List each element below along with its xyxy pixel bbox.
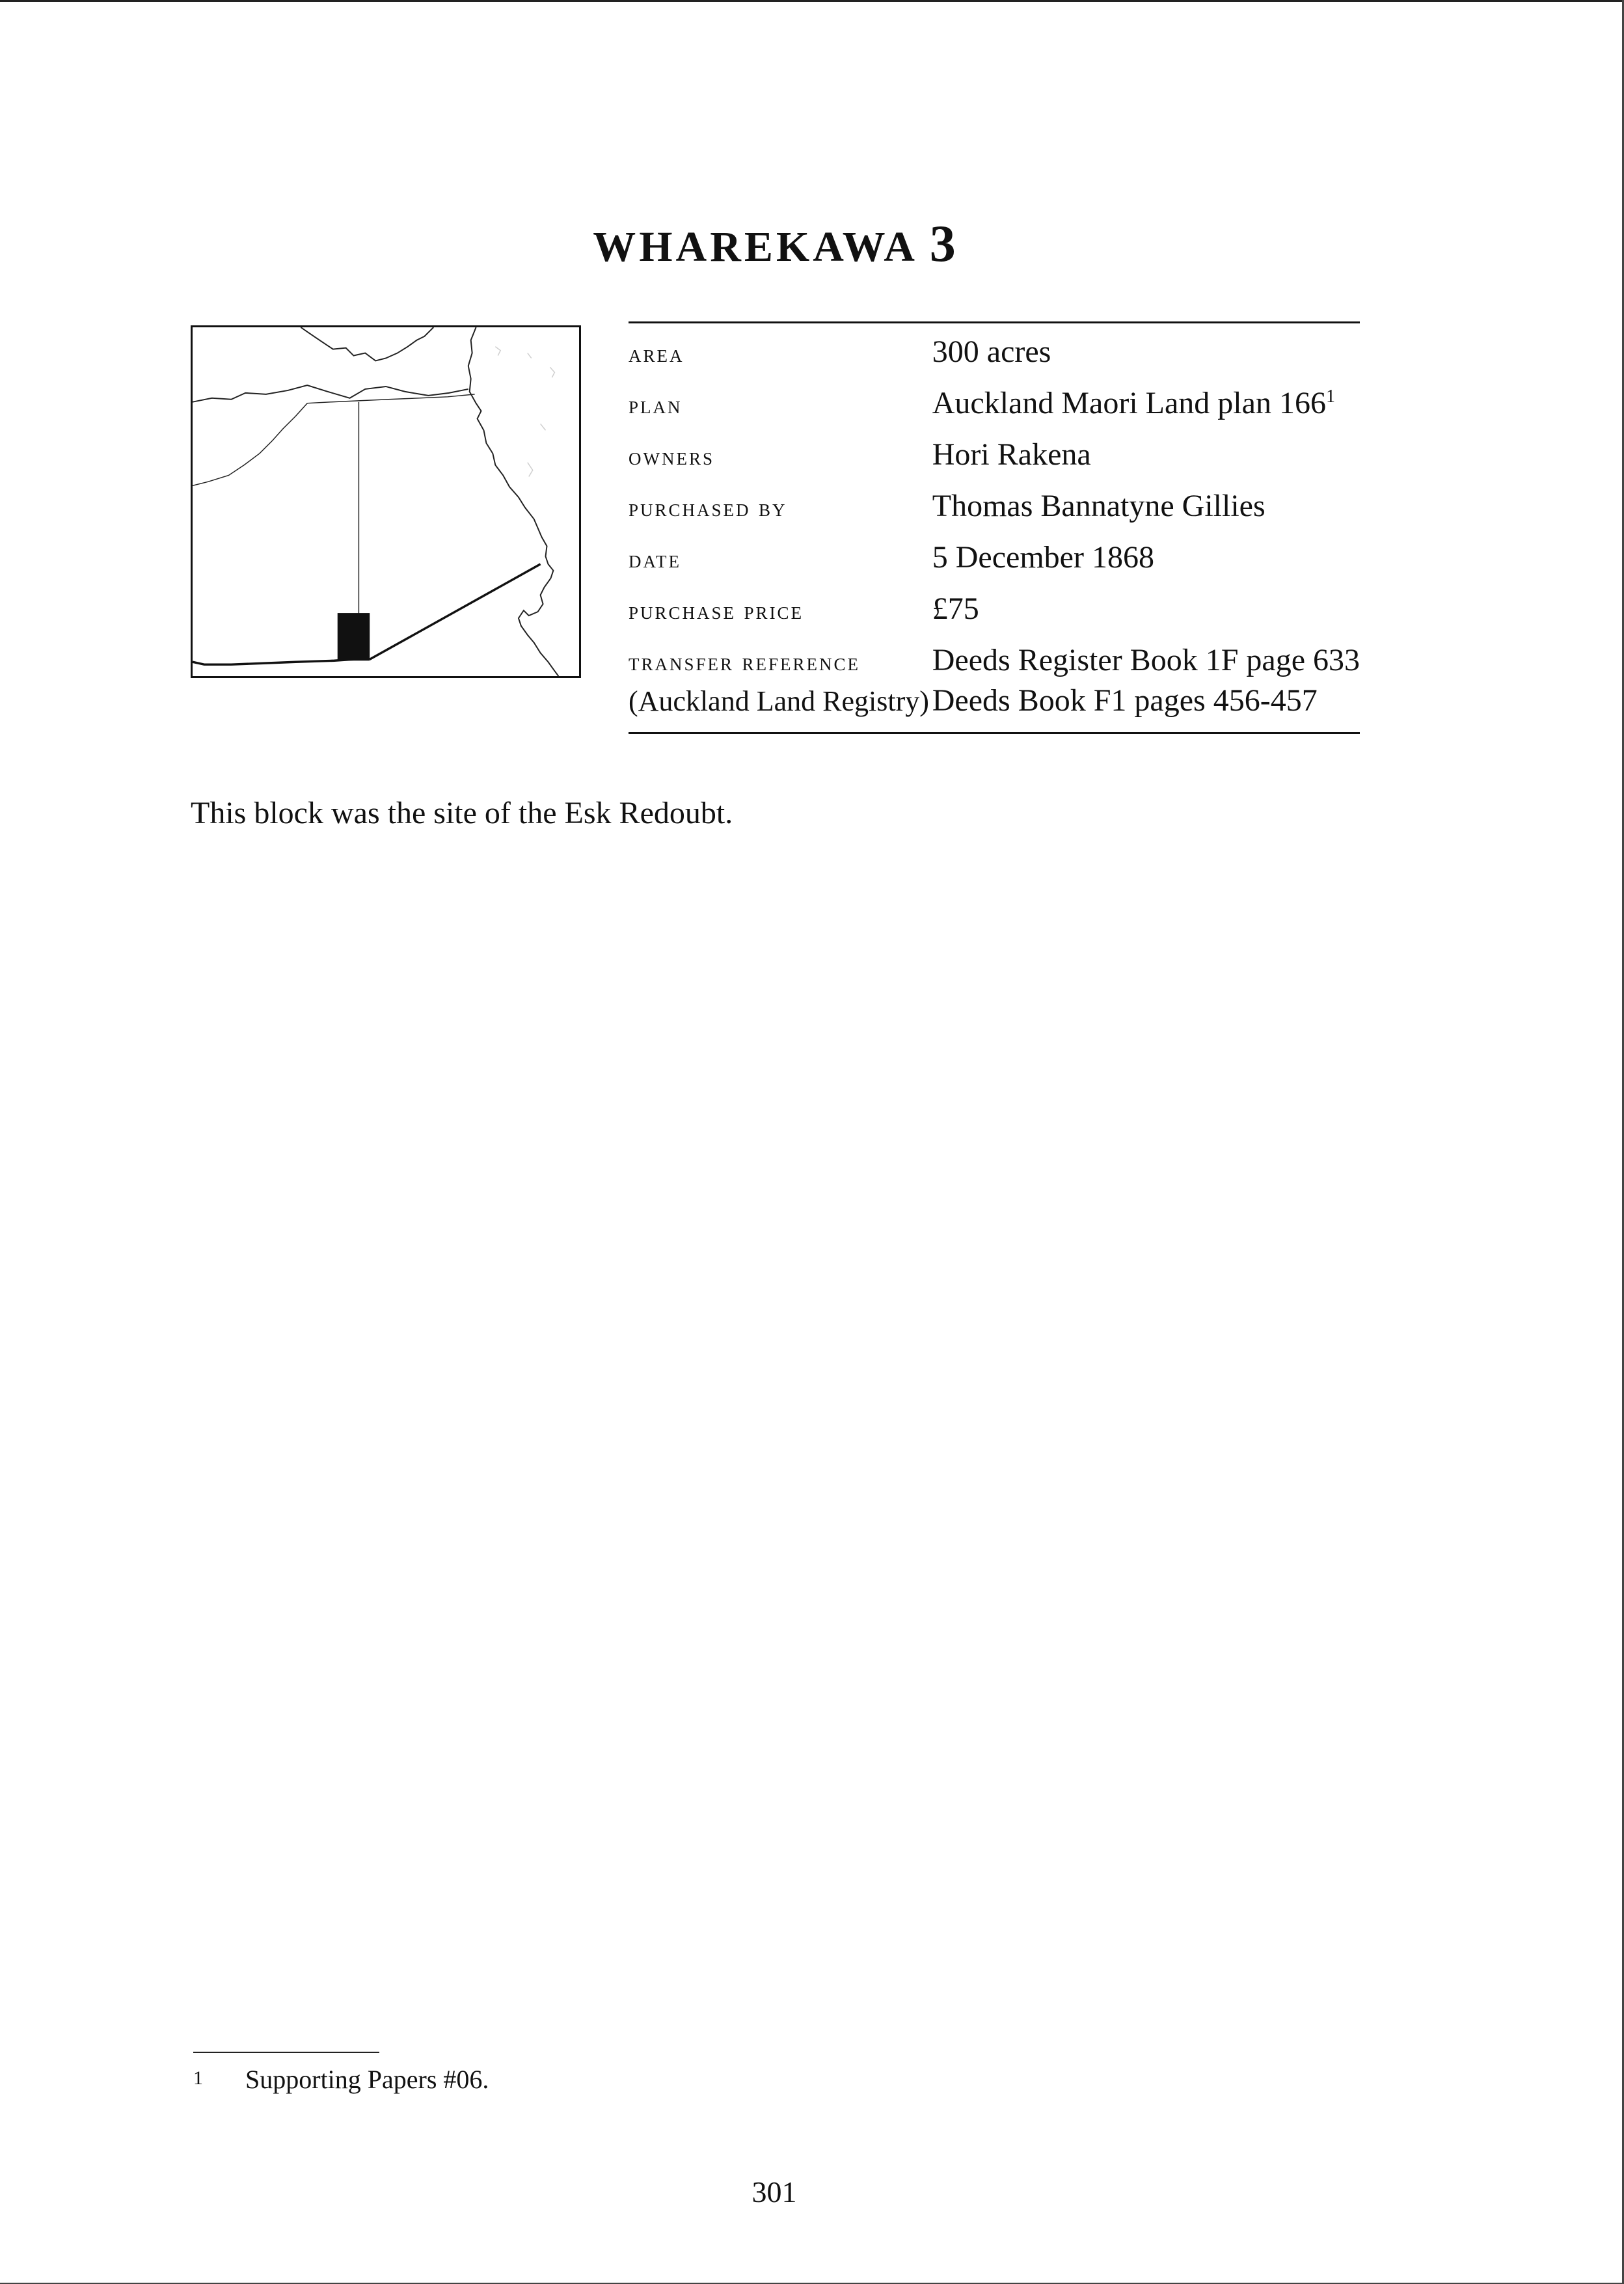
registry-value: Deeds Book F1 pages 456-457 — [932, 683, 1318, 718]
area-value: 300 acres — [932, 334, 1051, 369]
transfer-reference-label: transfer reference — [629, 649, 861, 676]
purchase-price-value: £75 — [932, 591, 979, 626]
map-inner-boundary — [193, 394, 475, 485]
row-transfer-reference — [629, 642, 1360, 683]
footnote — [193, 2064, 489, 2095]
page-number: 301 — [751, 2175, 797, 2209]
page-title-text: WHAREKAWA — [593, 223, 916, 271]
area-label: area — [629, 340, 684, 368]
row-area — [629, 323, 1360, 386]
map-faint-coast-details — [495, 347, 554, 477]
row-plan — [629, 385, 1360, 437]
top-border — [0, 0, 1624, 2]
registry-label: (Auckland Land Registry) — [629, 685, 929, 717]
row-registry — [629, 683, 1360, 733]
plan-value-cell — [932, 385, 1360, 437]
purchase-price-label: purchase price — [629, 597, 804, 625]
purchased-by-label: purchased by — [629, 495, 787, 522]
map-block-highlight — [338, 613, 370, 660]
owners-label: owners — [629, 443, 714, 470]
plan-value: Auckland Maori Land plan 166 — [932, 386, 1326, 420]
map-east-coastline — [468, 327, 559, 676]
row-purchase-price — [629, 591, 1360, 642]
purchased-by-value: Thomas Bannatyne Gillies — [932, 489, 1265, 523]
transfer-reference-value: Deeds Register Book 1F page 633 — [932, 643, 1360, 677]
page-title — [0, 215, 1549, 274]
map-northern-river — [301, 327, 433, 360]
body-paragraph: This block was the site of the Esk Redoubt. — [191, 796, 733, 830]
date-value: 5 December 1868 — [932, 540, 1154, 575]
row-purchased-by — [629, 488, 1360, 539]
row-owners — [629, 437, 1360, 488]
row-date — [629, 539, 1360, 591]
plan-footnote-marker: 1 — [1325, 387, 1335, 407]
footnote-text: Supporting Papers #06. — [245, 2065, 489, 2094]
footnote-number: 1 — [193, 2067, 203, 2089]
footnote-divider — [193, 2052, 379, 2053]
location-map — [191, 325, 581, 678]
map-west-boundary — [193, 385, 468, 402]
plan-label: plan — [629, 392, 683, 419]
block-details-table — [629, 321, 1360, 734]
location-map-drawing — [193, 327, 579, 676]
map-block-diagonal — [370, 564, 540, 659]
owners-value: Hori Rakena — [932, 437, 1091, 472]
page-title-number: 3 — [929, 215, 956, 273]
date-label: date — [629, 546, 681, 573]
